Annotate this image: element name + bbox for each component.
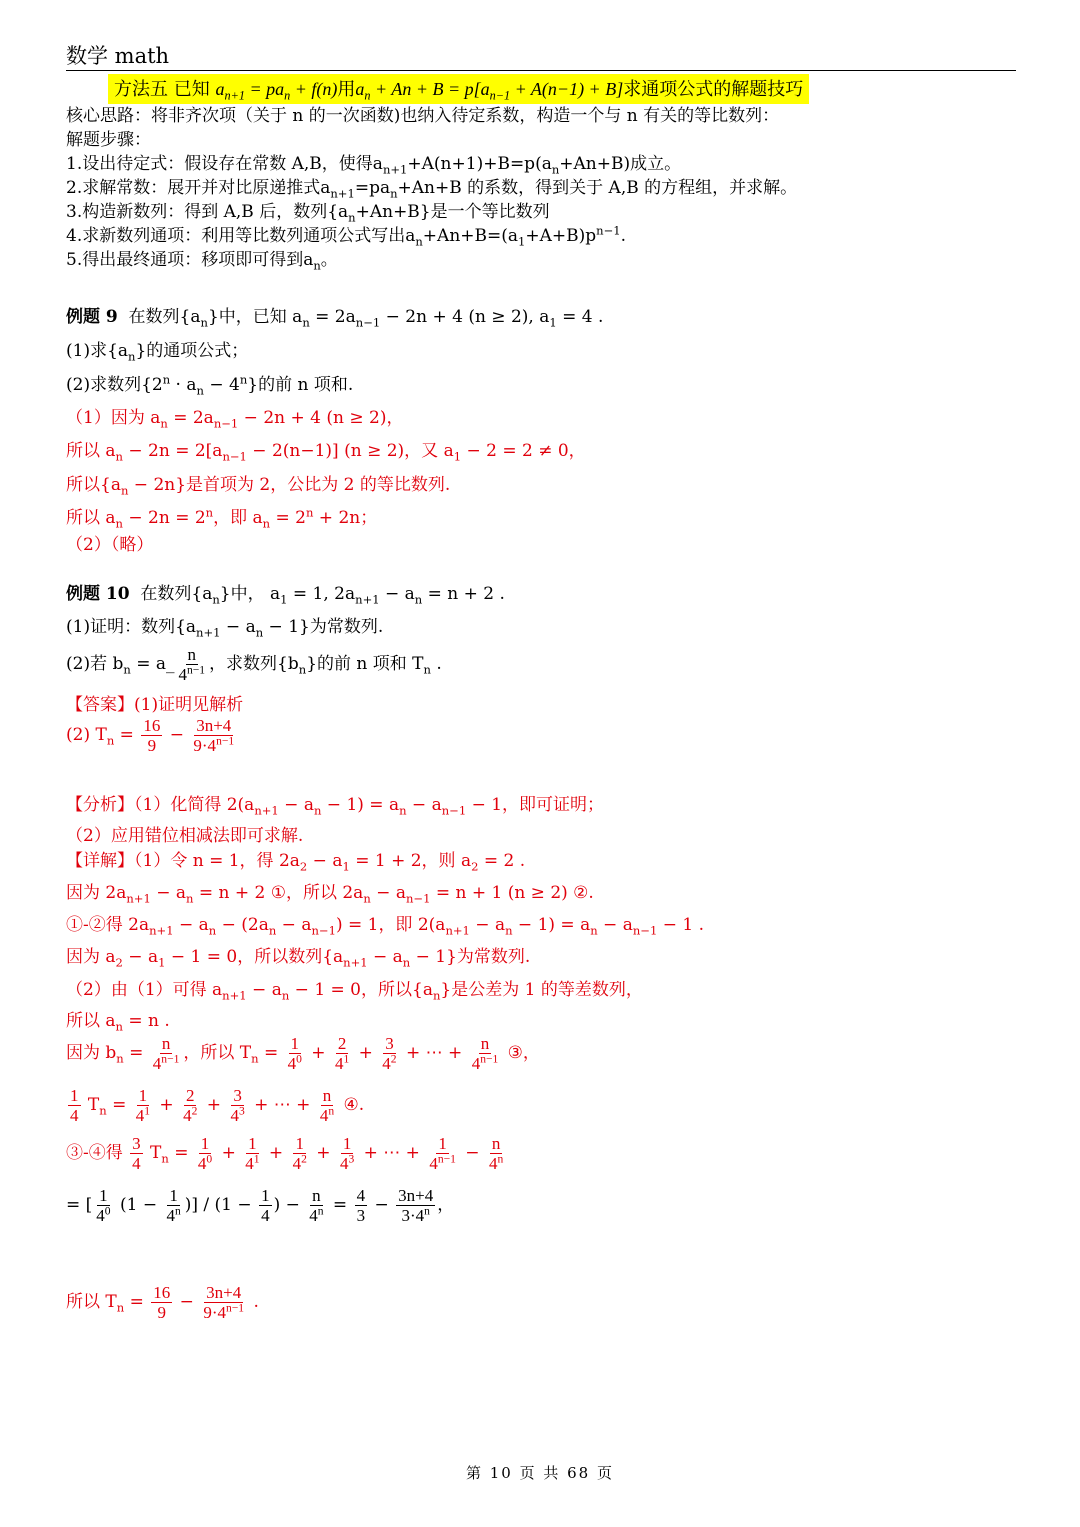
ex10-detail-11: 所以 $T_n$ = $\frac{16}{9}$ − $\frac{3n+4}{9\cdot 4^{n-1}}$ . xyxy=(66,1283,259,1322)
step-4: 4.求新数列通项：利用等比数列通项公式写出$a_n+An+B=(a_1+A+B)p^{n-1}$. xyxy=(66,223,627,249)
step-3: 3.构造新数列：得到 A,B 后，数列$\{a_n+An+B\}$是一个等比数列 xyxy=(66,202,550,225)
page-footer: 第 10 页 共 68 页 xyxy=(465,1464,614,1482)
ex10-analysis-2: （2）应用错位相减法即可求解. xyxy=(66,826,304,846)
method-banner xyxy=(108,74,809,104)
ex10-analysis-1: 【分析】（1）化简得 $2(a_{n+1} - a_n - 1) = a_n - a_{n-1} - 1$，即可证明； xyxy=(66,795,605,818)
ex10-answer-1: 【答案】(1)证明见解析 xyxy=(66,695,244,715)
step-1: 1.设出待定式：假设存在常数 A,B，使得$a_{n+1}+A(n+1)+B=p(a_n+An+B)$成立。 xyxy=(66,154,682,177)
steps-title: 解题步骤： xyxy=(66,130,151,150)
intro-section xyxy=(66,104,1026,272)
ex10-q2: (2)若 $b_n$ = a_ $\frac{n}{4^{n-1}}$ ，求数列$\{b_n\}$的前 n 项和 $T_n$ . xyxy=(66,645,442,684)
ex9-q1: (1)求$\{a_n\}$的通项公式； xyxy=(66,341,249,364)
ex10-q1: (1)证明：数列$\{a_{n+1} - a_n - 1\}$为常数列. xyxy=(66,617,384,640)
ex10-stem: 例题 10 在数列$\{a_n\}$中， $a_1 = 1$, $2a_{n+1} - a_n = n + 2$ . xyxy=(66,584,505,607)
ex9-solution-1: （1）因为 $a_n = 2a_{n-1} - 2n + 4$ (n ≥ 2)， xyxy=(66,408,404,431)
ex9-solution-4: 所以 $a_n - 2n = 2^n$，即 $a_n = 2^n + 2n$； xyxy=(66,505,378,531)
ex10-detail-9: ③-④得 $\frac{3}{4}$ $T_n$ = $\frac{1}{4^0}$ + $\frac{1}{4^1}$ + $\frac{1}{4^2}$ + $\frac{1}{4^3}$ + ⋯ + $\frac{1}{4^{n-1}}$ − $\frac{n}{4^n}$ xyxy=(66,1134,504,1173)
ex10-detail-4: 因为 $a_2 - a_1 - 1 = 0$，所以数列$\{a_{n+1} - a_n - 1\}$为常数列. xyxy=(66,947,531,970)
ex10-detail-10: = [ $\frac{1}{4^0}$ (1 − $\frac{1}{4^n}$ )] / (1 − $\frac{1}{4}$ ) − $\frac{n}{4^n}$ = $\frac{4}{3}$ − $\frac{3n+4}{3\cdot 4^n}$ ， xyxy=(66,1186,455,1225)
ex10-detail-6: 所以 $a_n = n$ . xyxy=(66,1011,170,1034)
header-rule xyxy=(66,70,1016,71)
ex10-detail-3: ①-②得 $2a_{n+1} - a_n - (2a_n - a_{n-1}) = 1$，即 $2(a_{n+1} - a_n - 1) = a_n - a_{n-1} - 1$ . xyxy=(66,915,704,938)
ex10-detail-5: （2）由（1）可得 $a_{n+1} - a_n - 1 = 0$，所以$\{a_n\}$是公差为 1 的等差数列， xyxy=(66,980,643,1003)
ex10-detail-8: $\frac{1}{4}$ $T_n$ = $\frac{1}{4^1}$ + $\frac{2}{4^2}$ + $\frac{3}{4^3}$ + ⋯ + $\frac{n}{4^n}$ ④. xyxy=(70,1086,365,1125)
ex9-q2: (2)求数列$\{2^n \cdot a_n - 4^n\}$的前 n 项和. xyxy=(66,372,354,398)
ex10-detail-7: 因为 $b_n$ = $\frac{n}{4^{n-1}}$ ，所以 $T_n$ = $\frac{1}{4^0}$ + $\frac{2}{4^1}$ + $\frac{3}{4^2}$ + ⋯ + $\frac{n}{4^{n-1}}$ ③， xyxy=(66,1034,540,1073)
ex10-detail-2: 因为 $2a_{n+1} - a_n = n + 2$ ①，所以 $2a_n - a_{n-1} = n + 1$ (n ≥ 2) ②. xyxy=(66,883,594,906)
core-idea: 核心思路：将非齐次项（关于 n 的一次函数)也纳入待定系数，构造一个与 n 有关的等比数列： xyxy=(66,106,780,126)
ex10-detail-1: 【详解】（1）令 n = 1，得 $2a_2 - a_1 = 1 + 2$，则 $a_2 = 2$ . xyxy=(66,851,526,874)
step-2: 2.求解常数：展开并对比原递推式$a_{n+1}=pa_n+An+B$ 的系数，得到关于 A,B 的方程组，并求解。 xyxy=(66,178,798,201)
header-title: 数学 math xyxy=(66,44,170,68)
method-banner-text: 方法五 已知 $a_{n+1} = pa_n + f(n)$用$a_n + An + B = p[a_{n-1} + A(n-1) + B]$求通项公式的解题技巧 xyxy=(114,79,804,103)
ex9-solution-3: 所以$\{a_n - 2n\}$是首项为 2，公比为 2 的等比数列. xyxy=(66,475,451,498)
step-5: 5.得出最终通项：移项即可得到$a_n$。 xyxy=(66,250,338,273)
ex10-answer-2: (2) $T_n$ = $\frac{16}{9}$ − $\frac{3n+4}{9\cdot 4^{n-1}}$ xyxy=(66,716,235,755)
ex9-solution-2: 所以 $a_n - 2n = 2[a_{n-1} - 2(n-1)] (n \ge 2)$，又 $a_1 - 2 = 2 \ne 0$， xyxy=(66,441,586,464)
ex9-stem: 例题 9 在数列$\{a_n\}$中，已知 $a_n = 2a_{n-1} - 2n + 4$ (n ≥ 2), $a_1 = 4$ . xyxy=(66,307,604,330)
ex9-solution-5: （2）（略） xyxy=(66,535,154,555)
